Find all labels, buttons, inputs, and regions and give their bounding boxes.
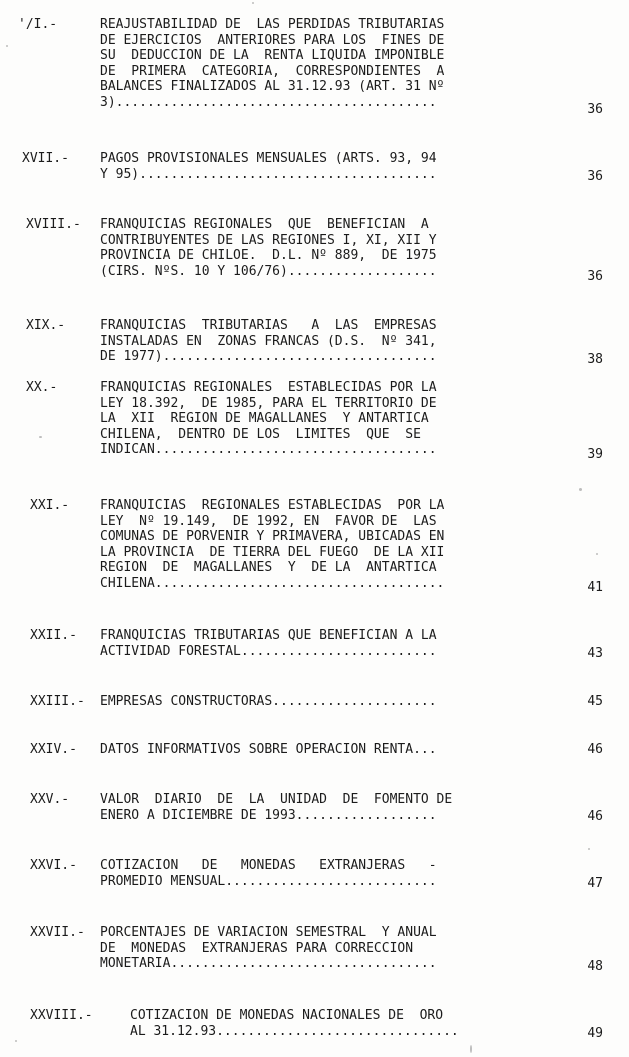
entry-title-line: DE 1977)...................................	[100, 349, 437, 365]
entry-title-line: CHILENA, DENTRO DE LOS LIMITES QUE SE	[100, 426, 421, 442]
entry-title-line: PROMEDIO MENSUAL...........................	[100, 873, 437, 889]
entry-title-line: PORCENTAJES DE VARIACION SEMESTRAL Y ANUAL	[100, 925, 437, 940]
entry-page-number: 41	[587, 580, 603, 595]
entry-title-line: COTIZACION DE MONEDAS NACIONALES DE ORO	[130, 1008, 444, 1023]
entry-page-number: 36	[587, 269, 603, 284]
scan-speck	[6, 45, 8, 47]
entry-title-line: VALOR DIARIO DE LA UNIDAD DE FOMENTO DE	[100, 792, 453, 807]
entry-title-line: DE EJERCICIOS ANTERIORES PARA LOS FINES DE	[100, 32, 445, 48]
entry-page-number: 46	[587, 809, 603, 824]
entry-title-line: Y 95)......................................	[100, 166, 437, 182]
entry-title-line: DE MONEDAS EXTRANJERAS PARA CORRECCION	[100, 940, 414, 956]
entry-title-line: BALANCES FINALIZADOS AL 31.12.93 (ART. 31 Nº	[100, 79, 445, 95]
entry-title-line: (CIRS. NºS. 10 Y 106/76)...................	[100, 263, 437, 279]
entry-title-line: REAJUSTABILIDAD DE LAS PERDIDAS TRIBUTARIAS	[100, 17, 445, 32]
entry-title-line: COTIZACION DE MONEDAS EXTRANJERAS -	[100, 858, 437, 873]
entry-numeral: '/I.-	[18, 17, 58, 32]
entry-title-line: CHILENA.....................................	[100, 576, 445, 591]
entry-title-line: DE PRIMERA CATEGORIA, CORRESPONDIENTES A	[100, 63, 445, 79]
entry-title-line: LA PROVINCIA DE TIERRA DEL FUEGO DE LA XII	[100, 544, 445, 560]
entry-numeral: XXVII.-	[30, 925, 85, 940]
entry-title-line: AL 31.12.93...............................	[130, 1023, 459, 1039]
scan-speck	[579, 488, 582, 491]
entry-numeral: XXV.-	[30, 792, 70, 807]
entry-title-line: PROVINCIA DE CHILOE. D.L. Nº 889, DE 1975	[100, 248, 437, 264]
entry-title-line: ACTIVIDAD FORESTAL.........................	[100, 643, 437, 659]
entry-page-number: 36	[587, 169, 603, 184]
entry-page-number: 48	[587, 959, 603, 974]
entry-title-line: FRANQUICIAS REGIONALES ESTABLECIDAS POR LA	[100, 380, 437, 395]
entry-title-line: FRANQUICIAS REGIONALES QUE BENEFICIAN A	[100, 217, 429, 232]
entry-title-line: FRANQUICIAS TRIBUTARIAS A LAS EMPRESAS	[100, 318, 437, 333]
entry-title-line: FRANQUICIAS TRIBUTARIAS QUE BENEFICIAN A LA	[100, 628, 437, 643]
entry-title-line: CONTRIBUYENTES DE LAS REGIONES I, XI, XII Y	[100, 232, 437, 248]
entry-title-line: MONETARIA..................................	[100, 956, 437, 972]
entry-numeral: XXIII.-	[30, 694, 85, 709]
entry-numeral: XIX.-	[26, 318, 66, 333]
scan-speck	[470, 1045, 472, 1053]
entry-title-line: INSTALADAS EN ZONAS FRANCAS (D.S. Nº 341,	[100, 333, 437, 349]
entry-title-line: LA XII REGION DE MAGALLANES Y ANTARTICA	[100, 411, 429, 427]
entry-page-number: 36	[587, 102, 603, 117]
entry-page-number: 45	[587, 694, 603, 709]
entry-title-line: LEY Nº 19.149, DE 1992, EN FAVOR DE LAS	[100, 513, 437, 529]
entry-numeral: XXIV.-	[30, 742, 77, 757]
scan-speck	[39, 436, 42, 438]
entry-numeral: XXI.-	[30, 498, 70, 513]
entry-numeral: XVII.-	[22, 151, 69, 166]
entry-title-line: SU DEDUCCION DE LA RENTA LIQUIDA IMPONIBLE	[100, 48, 445, 64]
scan-speck	[596, 553, 598, 555]
entry-title-line: ENERO A DICIEMBRE DE 1993..................	[100, 807, 437, 823]
entry-title-line: FRANQUICIAS REGIONALES ESTABLECIDAS POR LA	[100, 498, 445, 513]
entry-title-line: COMUNAS DE PORVENIR Y PRIMAVERA, UBICADAS EN	[100, 529, 445, 545]
entry-title-line: PAGOS PROVISIONALES MENSUALES (ARTS. 93, 94	[100, 151, 437, 166]
scan-speck	[588, 848, 590, 850]
entry-numeral: XX.-	[26, 380, 58, 395]
scan-speck	[15, 1040, 17, 1042]
entry-numeral: XXVIII.-	[30, 1008, 93, 1023]
entry-numeral: XVIII.-	[26, 217, 81, 232]
entry-title-line: INDICAN....................................	[100, 442, 437, 458]
entry-title-line: 3).........................................	[100, 95, 437, 110]
entry-title-line: REGION DE MAGALLANES Y DE LA ANTARTICA	[100, 560, 437, 576]
entry-page-number: 46	[587, 742, 603, 757]
entry-page-number: 38	[587, 352, 603, 367]
entry-page-number: 43	[587, 646, 603, 661]
entry-title-line: DATOS INFORMATIVOS SOBRE OPERACION RENTA...	[100, 742, 437, 757]
entry-title-line: LEY 18.392, DE 1985, PARA EL TERRITORIO DE	[100, 395, 437, 411]
scan-speck	[252, 2, 254, 4]
entry-numeral: XXII.-	[30, 628, 77, 643]
entry-page-number: 47	[587, 876, 603, 891]
entry-title-line: EMPRESAS CONSTRUCTORAS.....................	[100, 694, 437, 709]
entry-numeral: XXVI.-	[30, 858, 77, 873]
entry-page-number: 49	[587, 1026, 603, 1041]
entry-page-number: 39	[587, 447, 603, 462]
